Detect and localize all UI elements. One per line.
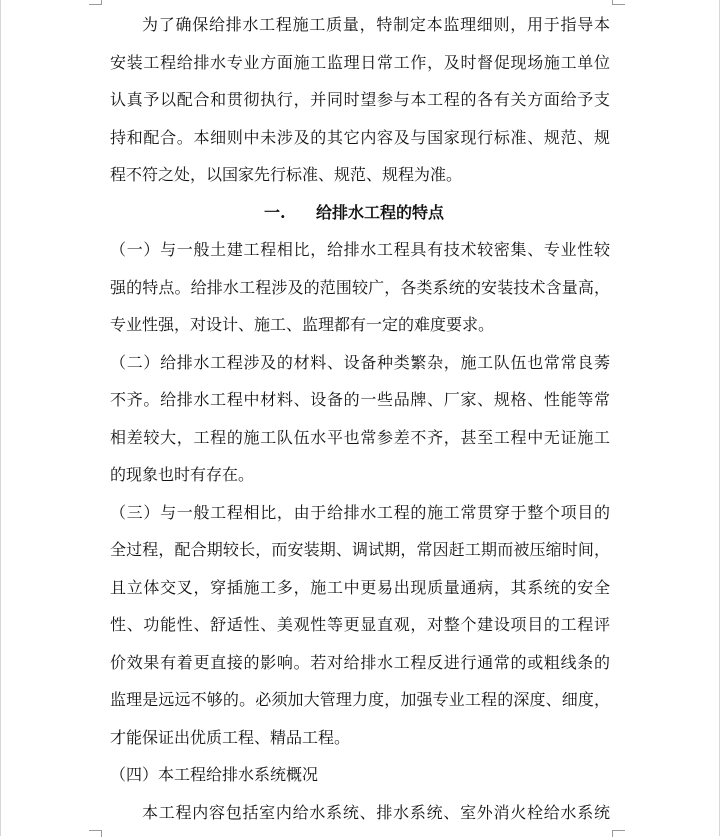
intro-paragraph <box>110 6 610 194</box>
paragraph-2 <box>110 344 610 494</box>
section-heading <box>110 194 610 232</box>
text-line: 性、功能性、舒适性、美观性等更显直观，对整个建设项目的工程评 <box>110 615 610 634</box>
section-title: 给排水工程的特点 <box>316 202 445 222</box>
text-line: （一）与一般土建工程相比，给排水工程具有技术较密集、专业性较 <box>110 240 610 259</box>
text-line: 程不符之处，以国家先行标准、规范、规程为准。 <box>110 165 463 184</box>
text-line: 才能保证出优质工程、精品工程。 <box>110 727 351 747</box>
text-line: 认真予以配合和贯彻执行，并同时望参与本工程的各有关方面给予支 <box>110 90 610 109</box>
section-number: 一. <box>264 202 286 222</box>
text-line: 本工程内容包括室内给水系统、排水系统、室外消火栓给水系统 <box>142 802 610 822</box>
paragraph-1 <box>110 231 610 344</box>
text-line: 为了确保给排水工程施工质量，特制定本监理细则，用于指导本 <box>142 15 610 34</box>
text-line: 全过程，配合期较长，而安装期、调试期，常因赶工期而被压缩时间， <box>110 540 610 559</box>
text-line: 专业性强，对设计、施工、监理都有一定的难度要求。 <box>110 315 495 334</box>
text-line: 监理是远远不够的。必须加大管理力度，加强专业工程的深度、细度， <box>110 690 610 709</box>
text-line: 持和配合。本细则中未涉及的其它内容及与国家现行标准、规范、规 <box>110 127 610 147</box>
text-line: 相差较大，工程的施工队伍水平也常参差不齐，甚至工程中无证施工 <box>110 427 610 447</box>
text-line: 且立体交叉，穿插施工多，施工中更易出现质量通病，其系统的安全 <box>110 577 610 597</box>
subsection-heading: （四）本工程给排水系统概况 <box>110 765 319 784</box>
text-line: （三）与一般工程相比，由于给排水工程的施工常贯穿于整个项目的 <box>110 502 610 522</box>
page-corner-mark-top-right <box>612 0 625 5</box>
text-line: 的现象也时有存在。 <box>110 465 255 484</box>
text-line: 安装工程给排水专业方面施工监理日常工作，及时督促现场施工单位 <box>110 52 610 72</box>
text-line: 不齐。给排水工程中材料、设备的一些品牌、厂家、规格、性能等常 <box>110 390 610 409</box>
document-body[interactable] <box>110 6 610 831</box>
text-line: 强的特点。给排水工程涉及的范围较广，各类系统的安装技术含量高， <box>110 277 610 297</box>
page-corner-mark-top-left <box>89 0 102 5</box>
paragraph-3 <box>110 494 610 757</box>
text-line: （二）给排水工程涉及的材料、设备种类繁杂，施工队伍也常常良莠 <box>110 352 610 372</box>
text-line: 价效果有着更直接的影响。若对给排水工程反进行通常的或粗线条的 <box>110 652 610 672</box>
